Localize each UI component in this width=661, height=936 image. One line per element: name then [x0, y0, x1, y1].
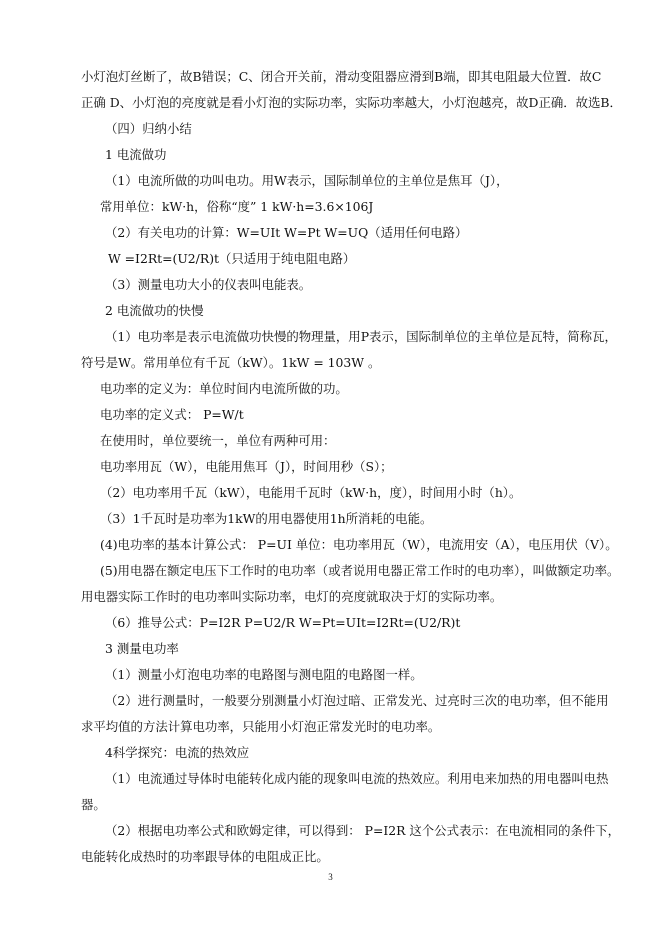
section-heading: 2 电流做功的快慢 — [105, 303, 204, 318]
text-line: （2）进行测量时，一般要分别测量小灯泡过暗、正常发光、过亮时三次的电功率，但不能用 — [105, 693, 609, 708]
text-line: 在使用时，单位要统一，单位有两种可用： — [100, 433, 336, 448]
text-line: （1）电功率是表示电流做功快慢的物理量，用P表示，国际制单位的主单位是瓦特，简称瓦， — [105, 329, 617, 344]
section-heading: 3 测量电功率 — [105, 641, 179, 656]
page-number: 3 — [328, 872, 333, 882]
text-line: 用电器实际工作时的电功率叫实际功率，电灯的亮度就取决于灯的实际功率。 — [81, 589, 503, 604]
text-line: 小灯泡灯丝断了，故B错误；C、闭合开关前，滑动变阻器应滑到B端，即其电阻最大位置．故C — [81, 69, 602, 84]
text-line: （3）1千瓦时是功率为1kW的用电器使用1h所消耗的电能。 — [100, 511, 433, 526]
text-line: 电能转化成热时的功率跟导体的电阻成正比。 — [81, 849, 329, 864]
text-line: 电功率的定义为：单位时间内电流所做的功。 — [100, 381, 348, 396]
text-line: 电功率用瓦（W），电能用焦耳（J），时间用秒（S）； — [100, 459, 393, 474]
text-line: 电功率的定义式： P=W/t — [100, 407, 244, 422]
text-line: 常用单位：kW·h，俗称“度” 1 kW·h=3.6×106J — [100, 199, 374, 214]
text-line: （1）电流通过导体时电能转化成内能的现象叫电流的热效应。利用电来加热的用电器叫电热 — [105, 771, 609, 786]
text-line: (5)用电器在额定电压下工作时的电功率（或者说用电器正常工作时的电功率），叫做额定功率。 — [100, 563, 620, 578]
text-line: 符号是W。常用单位有千瓦（kW）。1kW = 103W 。 — [81, 355, 381, 370]
formula-line: （6）推导公式：P=I2R P=U2/R W=Pt=UIt=I2Rt=(U2/R)t — [105, 615, 461, 630]
text-line: （2）有关电功的计算：W=UIt W=Pt W=UQ（适用任何电路） — [105, 225, 468, 240]
text-line: 求平均值的方法计算电功率，只能用小灯泡正常发光时的电功率。 — [81, 719, 441, 734]
text-line: （2）根据电功率公式和欧姆定律，可以得到： P=I2R 这个公式表示：在电流相同的条件下， — [105, 823, 621, 838]
text-line: 器。 — [81, 797, 106, 812]
section-heading: （四）归纳小结 — [105, 121, 192, 136]
section-heading: 4科学探究：电流的热效应 — [105, 745, 250, 760]
text-line: (4)电功率的基本计算公式： P=UI 单位：电功率用瓦（W），电流用安（A），电压用伏（V）。 — [100, 537, 618, 552]
text-line: （2）电功率用千瓦（kW），电能用千瓦时（kW·h，度），时间用小时（h）。 — [100, 485, 522, 500]
text-line: （3）测量电功大小的仪表叫电能表。 — [105, 277, 312, 292]
section-heading: 1 电流做功 — [105, 147, 167, 162]
text-line: （1）电流所做的功叫电功。用W表示，国际制单位的主单位是焦耳（J）， — [105, 173, 509, 188]
text-line: 正确 D、小灯泡的亮度就是看小灯泡的实际功率，实际功率越大，小灯泡越亮，故D正确．故选B． — [81, 95, 622, 110]
formula-line: W =I2Rt=(U2/R)t（只适用于纯电阻电路） — [108, 251, 356, 266]
text-line: （1）测量小灯泡电功率的电路图与测电阻的电路图一样。 — [105, 667, 423, 682]
